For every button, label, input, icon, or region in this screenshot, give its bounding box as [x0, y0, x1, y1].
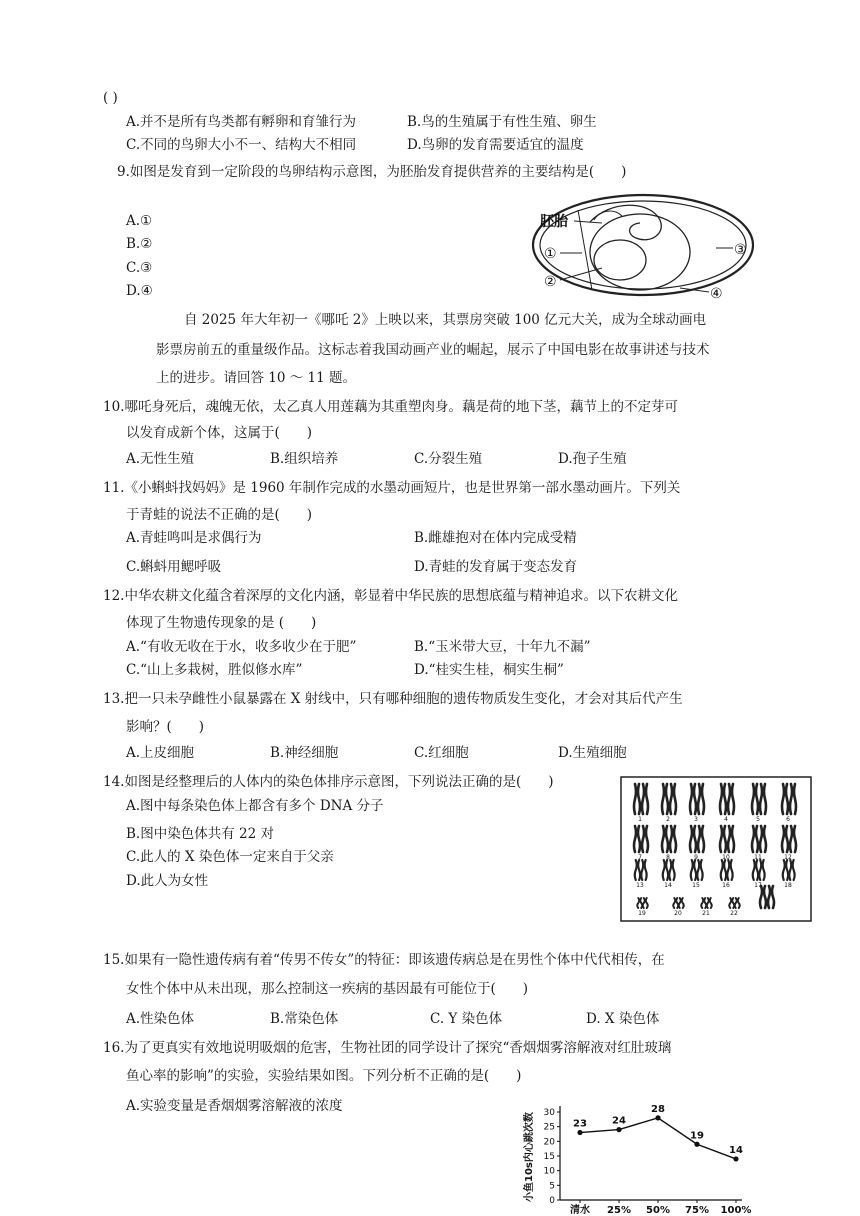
- q12-option-a[interactable]: A.“有收无收在于水，收多收少在于肥”: [126, 639, 357, 655]
- q9-option-d[interactable]: D.④: [126, 283, 153, 299]
- q10-option-a[interactable]: A.无性生殖: [126, 451, 195, 467]
- chromosome-label-9: 9: [694, 854, 698, 861]
- yolk: [594, 240, 646, 280]
- q11-option-c[interactable]: C.蝌蚪用鳃呼吸: [126, 559, 222, 575]
- egg-shell: [533, 195, 753, 295]
- chromosome-label-15: 15: [692, 882, 700, 889]
- data-point: [694, 1142, 699, 1147]
- y-tick-label: 25: [543, 1122, 555, 1133]
- chromosome-label-16: 16: [722, 882, 730, 889]
- q9-option-a[interactable]: A.①: [126, 213, 153, 229]
- q12-stem-1: 12.中华农耕文化蕴含着深厚的文化内涵，彰显着中华民族的思想底蕴与精神追求。以下农耕文化: [103, 588, 678, 604]
- q10-stem-1: 10.哪吒身死后，魂魄无依，太乙真人用莲藕为其重塑肉身。藕是荷的地下茎，藕节上的不定芽可: [103, 399, 678, 415]
- y-tick-label: 10: [543, 1166, 555, 1177]
- x-tick-label: 100%: [720, 1205, 752, 1216]
- chromosome-label-8: 8: [666, 854, 670, 861]
- q13-option-c[interactable]: C.红细胞: [414, 745, 469, 761]
- q12-stem-2: 体现了生物遗传现象的是 ( ): [126, 615, 317, 631]
- data-label: 28: [651, 1103, 665, 1115]
- q14-option-b[interactable]: B.图中染色体共有 22 对: [126, 826, 274, 842]
- q13-stem-2: 影响？( ): [126, 719, 205, 735]
- chromosome-label-5: 5: [756, 816, 760, 823]
- label-3: ③: [734, 242, 747, 258]
- x-tick-label: 清水: [570, 1205, 590, 1216]
- chromosome-label-19: 19: [638, 910, 646, 917]
- data-label: 19: [690, 1130, 704, 1142]
- q9-option-c[interactable]: C.③: [126, 260, 153, 276]
- q8-option-c[interactable]: C.不同的鸟卵大小不一、结构大不相同: [126, 137, 357, 153]
- chromosome-label-14: 14: [664, 882, 672, 889]
- q15-stem-1: 15.如果有一隐性遗传病有着“传男不传女”的特征：即该遗传病总是在男性个体中代代相传，在: [103, 952, 665, 968]
- q15-option-d[interactable]: D. X 染色体: [586, 1011, 660, 1027]
- q15-option-b[interactable]: B.常染色体: [270, 1011, 339, 1027]
- chromosome-label-17: 17: [754, 882, 762, 889]
- chromosome-label-1: 1: [638, 816, 642, 823]
- q16-option-a[interactable]: A.实验变量是香烟烟雾溶解液的浓度: [126, 1098, 343, 1114]
- q12-option-c[interactable]: C.“山上多栽树，胜似修水库”: [126, 662, 303, 678]
- data-point: [655, 1115, 660, 1120]
- q11-stem-2: 于青蛙的说法不正确的是( ): [126, 507, 313, 523]
- chromosome-label-18: 18: [784, 882, 792, 889]
- chromosome-label-11: 11: [754, 854, 762, 861]
- intro-line-3: 上的进步。请回答 10 ～ 11 题。: [156, 370, 357, 386]
- q8-option-b[interactable]: B.鸟的生殖属于有性生殖、卵生: [407, 114, 597, 130]
- q11-stem-1: 11.《小蝌蚪找妈妈》是 1960 年制作完成的水墨动画短片，也是世界第一部水墨动画片。下列关: [103, 480, 681, 496]
- q8-option-d[interactable]: D.鸟卵的发育需要适宜的温度: [407, 137, 584, 153]
- x-tick-label: 25%: [607, 1205, 631, 1216]
- q9-option-b[interactable]: B.②: [126, 236, 153, 252]
- series-line: [580, 1115, 736, 1159]
- q15-option-c[interactable]: C. Y 染色体: [430, 1011, 503, 1027]
- q15-stem-2: 女性个体中从未出现，那么控制这一疾病的基因最有可能位于( ): [126, 981, 529, 997]
- q10-option-b[interactable]: B.组织培养: [270, 451, 339, 467]
- y-tick-label: 5: [549, 1181, 555, 1192]
- q9-stem: 9.如图是发育到一定阶段的鸟卵结构示意图，为胚胎发育提供营养的主要结构是( ): [117, 164, 627, 180]
- y-tick-label: 30: [543, 1108, 555, 1118]
- q14-option-d[interactable]: D.此人为女性: [126, 873, 209, 889]
- label-2: ②: [544, 274, 557, 290]
- data-label: 14: [729, 1144, 743, 1156]
- q11-option-a[interactable]: A.青蛙鸣叫是求偶行为: [126, 530, 262, 546]
- y-axis-label: 小鱼10s内心跳次数: [524, 1112, 535, 1202]
- chromosome-label-12: 12: [784, 854, 792, 861]
- q14-option-a[interactable]: A.图中每条染色体上都含有多个 DNA 分子: [126, 798, 384, 814]
- chromosome-label-3: 3: [694, 816, 698, 823]
- q13-stem-1: 13.把一只未孕雌性小鼠暴露在 X 射线中，只有哪种细胞的遗传物质发生变化，才会对其后代产生: [103, 691, 683, 707]
- chromosome-label-6: 6: [786, 816, 790, 823]
- q12-option-d[interactable]: D.“桂实生桂，桐实生桐”: [414, 662, 564, 678]
- data-point: [577, 1130, 582, 1135]
- egg-white-boundary: [590, 214, 690, 290]
- data-label: 23: [573, 1118, 587, 1130]
- q8-paren: ( ): [103, 90, 118, 106]
- q11-option-d[interactable]: D.青蛙的发育属于变态发育: [414, 559, 578, 575]
- heart-rate-line-chart: [520, 1100, 760, 1216]
- label-embryo: 胚胎: [540, 214, 568, 230]
- chromosome-label-22: 22: [730, 910, 738, 917]
- data-label: 24: [612, 1115, 626, 1127]
- q14-stem: 14.如图是经整理后的人体内的染色体排序示意图，下列说法正确的是( ): [103, 774, 554, 790]
- q13-option-b[interactable]: B.神经细胞: [270, 745, 339, 761]
- chromosome-label-4: 4: [724, 816, 728, 823]
- y-tick-label: 20: [543, 1137, 555, 1148]
- chromosome-label-7: 7: [638, 854, 642, 861]
- y-tick-label: 0: [549, 1196, 555, 1206]
- q11-option-b[interactable]: B.雌雄抱对在体内完成受精: [414, 530, 577, 546]
- q13-option-a[interactable]: A.上皮细胞: [126, 745, 195, 761]
- q10-option-d[interactable]: D.孢子生殖: [558, 451, 627, 467]
- x-tick-label: 50%: [646, 1205, 670, 1216]
- chromosome-label-20: 20: [674, 910, 682, 917]
- q14-option-c[interactable]: C.此人的 X 染色体一定来自于父亲: [126, 849, 334, 865]
- chromosome-label-13: 13: [636, 882, 644, 889]
- intro-line-1: 自 2025 年大年初一《哪吒 2》上映以来，其票房突破 100 亿元大关，成为全球动画电: [184, 312, 707, 328]
- chromosome-label-21: 21: [702, 910, 710, 917]
- bird-egg-diagram: [530, 190, 760, 305]
- y-tick-label: 15: [543, 1152, 555, 1162]
- label-1: ①: [544, 246, 557, 262]
- data-point: [616, 1127, 621, 1132]
- karyotype-diagram: [620, 776, 812, 922]
- x-tick-label: 75%: [685, 1205, 709, 1216]
- q16-stem-2: 鱼心率的影响”的实验，实验结果如图。下列分析不正确的是( ): [126, 1068, 522, 1084]
- label-4: ④: [710, 286, 723, 302]
- q10-option-c[interactable]: C.分裂生殖: [414, 451, 483, 467]
- q8-option-a[interactable]: A.并不是所有鸟类都有孵卵和育雏行为: [126, 114, 357, 130]
- q10-stem-2: 以发育成新个体，这属于( ): [126, 425, 313, 441]
- q15-option-a[interactable]: A.性染色体: [126, 1011, 195, 1027]
- q13-option-d[interactable]: D.生殖细胞: [558, 745, 627, 761]
- chromosome-label-10: 10: [722, 854, 730, 861]
- q16-stem-1: 16.为了更真实有效地说明吸烟的危害，生物社团的同学设计了探究“香烟烟雾溶解液对红肚玻璃: [103, 1040, 672, 1056]
- chromosome-label-2: 2: [666, 816, 670, 823]
- intro-line-2: 影票房前五的重量级作品。这标志着我国动画产业的崛起，展示了中国电影在故事讲述与技术: [156, 342, 710, 358]
- q12-option-b[interactable]: B.“玉米带大豆，十年九不漏”: [414, 639, 591, 655]
- data-point: [733, 1156, 738, 1161]
